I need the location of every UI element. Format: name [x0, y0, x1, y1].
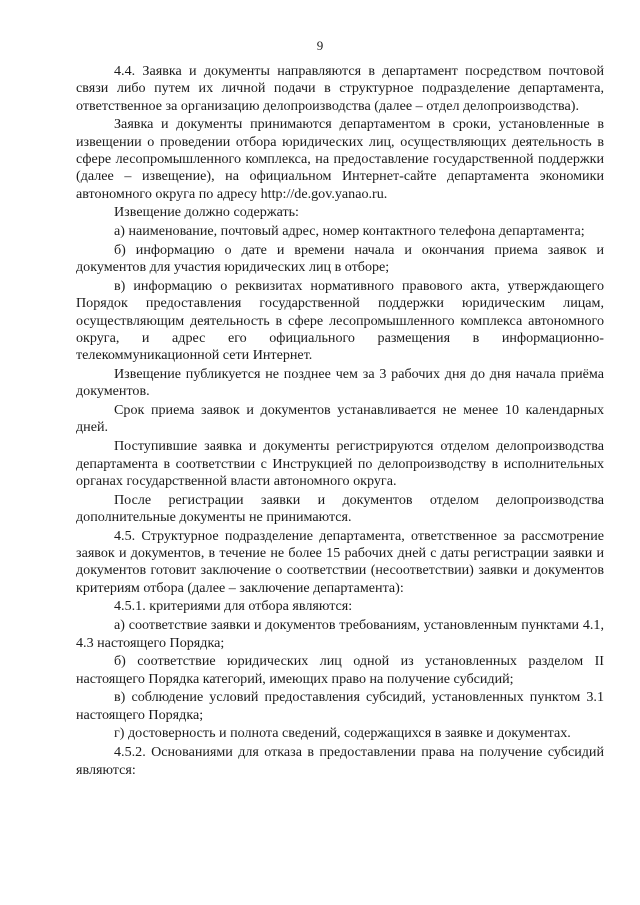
paragraph-registration: Поступившие заявка и документы регистрируются отделом делопроизводства департамента в соответствии с Инструкцией по делопроизводству в исполнительных органах государственной власти автономного округа. [76, 438, 604, 489]
paragraph-after-registration: После регистрации заявки и документов отделом делопроизводства дополнительные документы не принимаются. [76, 491, 604, 525]
criteria-item-g: г) достоверность и полнота сведений, содержащихся в заявке и документах. [114, 725, 571, 742]
document-body [76, 63, 604, 780]
paragraph-notice-contents: Извещение должно содержать: [114, 204, 299, 221]
paragraph-4-4: 4.4. Заявка и документы направляются в департамент посредством почтовой связи либо путем их личной подачи в структурное подразделение департамента, ответственное за организацию делопроизводства (далее – отдел делопроизводства). [76, 63, 604, 114]
paragraph-4-5: 4.5. Структурное подразделение департамента, ответственное за рассмотрение заявок и документов, в течение не более 15 рабочих дней с даты регистрации заявки и документов готовит заключение о соответствии (несоответствии) заявки и документов критериям отбора (далее – заключение департамента): [76, 527, 604, 596]
paragraph-deadlines: Заявка и документы принимаются департаментом в сроки, установленные в извещении о проведении отбора юридических лиц, осуществляющих деятельность в сфере лесопромышленного комплекса, на предоставление государственной поддержки (далее – извещение), на официальном Интернет-сайте департамента экономики автономного округа по адресу http://de.gov.yanao.ru. [76, 116, 604, 202]
paragraph-4-5-1: 4.5.1. критериями для отбора являются: [114, 598, 353, 615]
criteria-item-b: б) соответствие юридических лиц одной из установленных разделом II настоящего Порядка категорий, имеющих право на получение субсидий; [76, 653, 604, 687]
page-number: 9 [316, 38, 324, 53]
paragraph-4-5-2: 4.5.2. Основаниями для отказа в предоставлении права на получение субсидий являются: [76, 744, 604, 778]
criteria-item-a: а) соответствие заявки и документов требованиям, установленным пунктами 4.1, 4.3 настоящего Порядка; [76, 617, 604, 651]
list-item-b: б) информацию о дате и времени начала и окончания приема заявок и документов для участия юридических лиц в отборе; [76, 241, 604, 276]
list-item-v: в) информацию о реквизитах нормативного правового акта, утверждающего Порядок предоставления государственной поддержки юридическим лицам, осуществляющим деятельность в сфере лесопромышленного комплекса автономного округа, и адрес его официального размещения в информационно-телекоммуникационной сети Интернет. [76, 278, 604, 364]
list-item-a: а) наименование, почтовый адрес, номер контактного телефона департамента; [114, 223, 585, 240]
paragraph-publication: Извещение публикуется не позднее чем за 3 рабочих дня до дня начала приёма документов. [76, 366, 604, 400]
paragraph-term: Срок приема заявок и документов устанавливается не менее 10 календарных дней. [76, 402, 604, 436]
criteria-item-v: в) соблюдение условий предоставления субсидий, установленных пунктом 3.1 настоящего Порядка; [76, 689, 604, 723]
